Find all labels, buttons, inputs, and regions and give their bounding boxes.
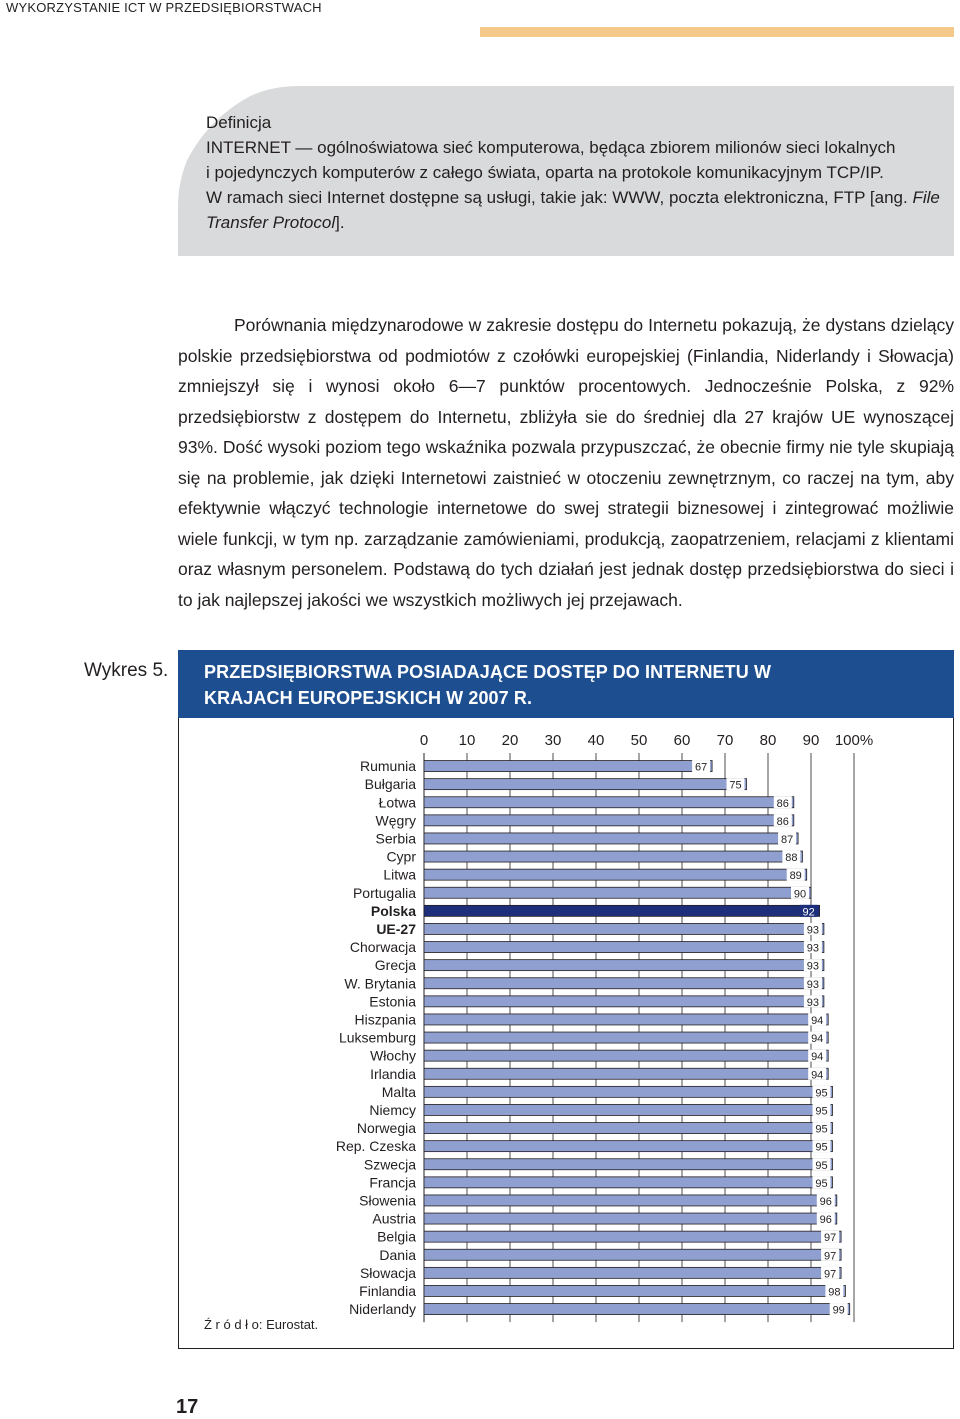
bar [424,1104,833,1118]
bar [424,1159,833,1170]
data-label: 90 [793,888,807,901]
category-label: Cypr [386,848,416,865]
data-label: 89 [789,870,802,883]
category-label: Szwecja [363,1156,416,1173]
category-label: Portugalia [352,884,416,901]
bar [424,1213,837,1227]
data-label: 96 [819,1214,832,1227]
source-note: Ź r ó d ł o: Eurostat. [204,1317,319,1332]
data-label: 92 [802,906,815,919]
x-tick-label: 80 [759,732,777,749]
header-stripe [480,27,954,37]
data-label: 94 [811,1069,824,1082]
category-label: Niderlandy [349,1301,416,1318]
category-label: Rep. Czeska [335,1138,416,1155]
data-label: 97 [823,1268,837,1281]
data-label: 95 [815,1141,828,1154]
category-label: Litwa [383,866,416,883]
data-label: 96 [819,1195,832,1208]
definition-line: INTERNET — ogólnoświatowa sieć komputerowa, będąca zbiorem milionów sieci lokalnych [206,138,896,157]
chart-title-box [178,650,954,718]
category-label: Francja [369,1174,416,1191]
category-label: Chorwacja [349,939,416,956]
x-tick-label: 70 [716,732,734,749]
bar [424,1195,837,1206]
data-label: 94 [811,1033,824,1046]
data-label: 93 [806,978,820,991]
definition-text: ]. [335,213,345,232]
category-label: Finlandia [359,1282,416,1299]
bar [424,1285,845,1299]
x-tick-label: 100% [834,732,874,749]
bar [424,1177,833,1188]
bar [424,869,807,883]
definition-line [206,210,946,235]
bar [424,1032,828,1046]
category-label: Bułgaria [364,776,416,793]
category-label: Belgia [377,1228,416,1245]
data-label: 86 [776,815,789,828]
bar [424,1123,833,1134]
definition-content [206,110,946,235]
data-label: 87 [780,833,794,846]
category-label: Węgry [375,812,416,829]
data-label: 95 [815,1177,828,1190]
bar [424,815,794,826]
bar [424,1249,841,1263]
definition-italic: Transfer Protocol [206,213,336,232]
bar [424,1086,833,1100]
x-tick-label: 20 [501,732,519,749]
bar [424,1068,828,1082]
definition-heading: Definicja [206,113,272,132]
data-label: 93 [806,996,820,1009]
x-tick-label: 90 [802,732,820,749]
data-label: 93 [806,960,820,973]
figure-label: Wykres 5. [84,660,169,681]
definition-line: i pojedynczych komputerów z całego świata, oparta na protokole komunikacyjnym TCP/IP. [206,163,884,182]
bar [424,942,824,953]
bar-chart [178,718,954,1349]
definition-box [178,86,954,256]
category-label: Malta [381,1083,416,1100]
category-label: Rumunia [359,758,416,775]
category-label: Serbia [375,830,416,847]
data-label: 94 [811,1051,824,1064]
data-label: 93 [806,942,820,955]
data-label: 95 [815,1087,828,1100]
data-label: 93 [806,924,820,937]
definition-italic: File [912,188,940,207]
data-label: 95 [815,1123,828,1136]
category-label: Słowenia [359,1192,416,1209]
bar [424,1267,841,1281]
body-paragraph: Porównania międzynarodowe w zakresie dostępu do Internetu pokazują, że dystans dzielący polskie przedsiębiorstwa od podmiotów z czołówki europejskiej (Finlandia, Niderlandy i Słowacja) zmniejszył się i wynosi około 6—7 punktów procentowych. Jednocześnie Polska, z 92% przedsiębiorstw z dostępem do Internetu, zbliżyła sie do średniej dla 27 krajów UE wynoszącej 93%. Dość wysoki poziom tego wskaźnika pozwala przypuszczać, że obecnie firmy nie tyle skupiają się na problemie, jak dzięki Internetowi zaistnieć w otoczeniu zewnętrznym, co raczej na tym, aby efektywnie włączyć technologie internetowe do swej strategii biznesowej i zintegrować możliwie wiele funkcji, w tym np. zarządzanie zamówieniami, produkcją, zaopatrzeniem, relacjami z klientami oraz własnym personelem. Podstawą do tych działań jest jednak dostęp przedsiębiorstwa do sieci i to jak najlepszej jakości we wszystkich możliwych jej przejawach. [178,315,954,610]
running-header: WYKORZYSTANIE ICT W PRZEDSIĘBIORSTWACH [6,0,322,15]
data-label: 99 [832,1304,845,1317]
x-tick-label: 40 [587,732,605,749]
bar [424,996,824,1007]
definition-text: W ramach sieci Internet dostępne są usługi, takie jak: WWW, poczta elektroniczna, FTP [ang. [206,188,913,207]
category-label: UE-27 [376,920,416,937]
bar [424,761,712,772]
data-label: 98 [828,1286,841,1299]
bar [424,887,811,901]
bar [424,1231,841,1245]
x-tick-label: 10 [458,732,476,749]
category-label: Łotwa [378,794,416,811]
bar [424,851,802,865]
chart-title: PRZEDSIĘBIORSTWA POSIADAJĄCE DOSTĘP DO INTERNETU W KRAJACH EUROPEJSKICH W 2007 R. [204,662,772,708]
category-label: Hiszpania [354,1011,416,1028]
data-label: 97 [823,1250,837,1263]
category-label: Irlandia [370,1065,416,1082]
data-label: 94 [811,1014,824,1027]
bar [424,1050,828,1064]
data-label: 67 [694,761,708,774]
data-label: 97 [823,1232,837,1245]
bar [424,1141,833,1152]
data-label: 86 [776,797,789,810]
definition-line [206,185,946,210]
category-label: Włochy [370,1047,416,1064]
x-tick-label: 60 [673,732,691,749]
data-label: 95 [815,1105,828,1118]
data-label: 95 [815,1159,828,1172]
category-label: Austria [372,1210,416,1227]
category-label: Estonia [369,993,416,1010]
x-tick-label: 50 [630,732,648,749]
data-label: 75 [729,779,742,792]
page-number: 17 [176,1396,199,1418]
category-label: Norwegia [356,1120,416,1137]
bar [424,1304,850,1315]
x-tick-label: 0 [419,732,429,749]
category-label: Polska [370,902,416,919]
category-label: Grecja [374,957,416,974]
bar [424,797,794,808]
category-label: W. Brytania [344,975,416,992]
bar [424,1014,828,1025]
category-label: Dania [379,1246,416,1263]
category-label: Niemcy [369,1101,416,1118]
bar [424,978,824,989]
category-label: Luksemburg [338,1029,416,1046]
data-label: 88 [785,852,798,865]
category-label: Słowacja [359,1264,416,1281]
bar [424,960,824,971]
bar [424,905,820,919]
bar [424,923,824,937]
bar [424,779,747,790]
bar [424,833,798,844]
x-tick-label: 30 [544,732,562,749]
body-text [178,310,954,615]
